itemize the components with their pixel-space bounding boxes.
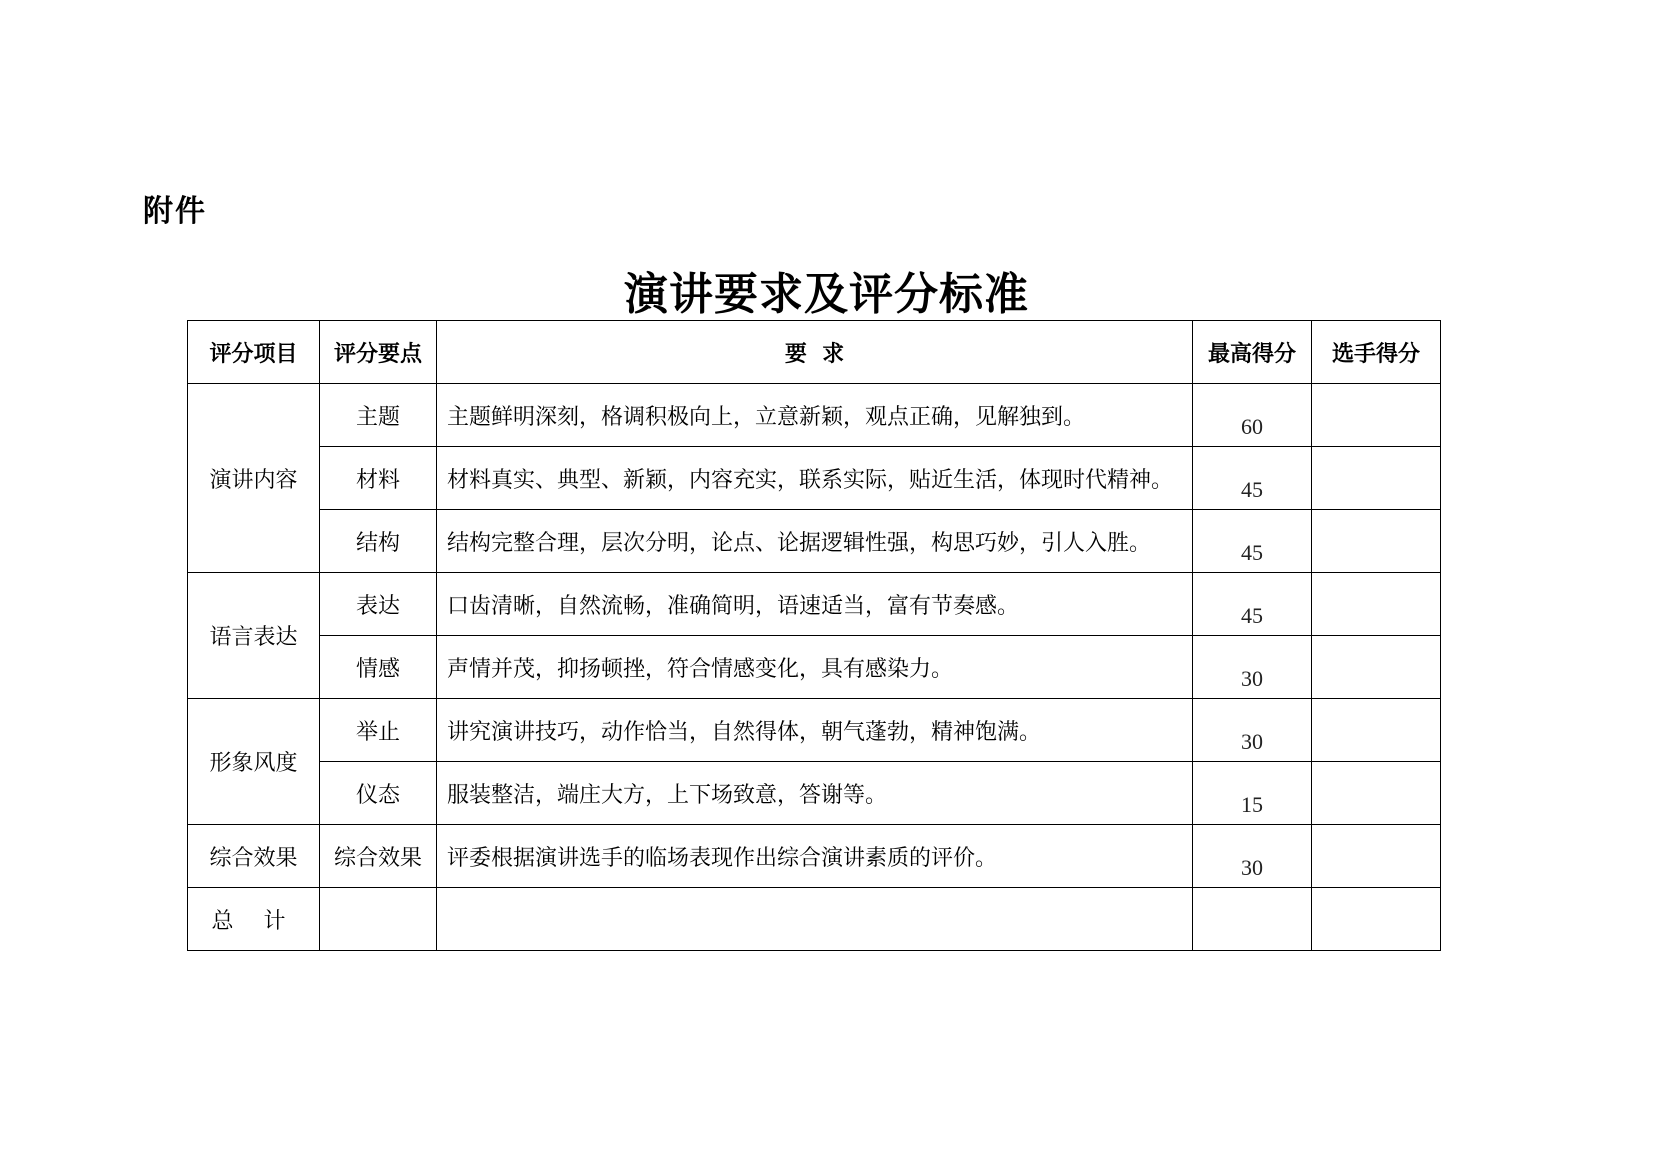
requirement-cell: 声情并茂，抑扬顿挫，符合情感变化，具有感染力。 bbox=[437, 636, 1193, 699]
total-contestant-score-cell[interactable] bbox=[1312, 888, 1441, 951]
max-score-cell bbox=[1193, 573, 1312, 636]
header-max-score: 最高得分 bbox=[1193, 321, 1312, 384]
point-cell: 结构 bbox=[320, 510, 437, 573]
max-score-value: 30 bbox=[1241, 666, 1263, 691]
max-score-value: 45 bbox=[1241, 603, 1263, 628]
max-score-value: 30 bbox=[1241, 729, 1263, 754]
group-overall: 综合效果 bbox=[188, 825, 320, 888]
max-score-value: 45 bbox=[1241, 540, 1263, 565]
contestant-score-cell[interactable] bbox=[1312, 447, 1441, 510]
contestant-score-cell[interactable] bbox=[1312, 636, 1441, 699]
contestant-score-cell[interactable] bbox=[1312, 699, 1441, 762]
scoring-table bbox=[187, 320, 1441, 951]
group-image: 形象风度 bbox=[188, 699, 320, 825]
total-label: 总计 bbox=[188, 888, 320, 951]
requirement-cell: 主题鲜明深刻，格调积极向上，立意新颖，观点正确，见解独到。 bbox=[437, 384, 1193, 447]
point-cell: 综合效果 bbox=[320, 825, 437, 888]
max-score-cell bbox=[1193, 384, 1312, 447]
table-header-row bbox=[188, 321, 1441, 384]
total-max-score-cell bbox=[1193, 888, 1312, 951]
max-score-cell bbox=[1193, 447, 1312, 510]
max-score-value: 15 bbox=[1241, 792, 1263, 817]
page-title: 演讲要求及评分标准 bbox=[624, 269, 1029, 320]
table-row bbox=[188, 699, 1441, 762]
point-cell: 举止 bbox=[320, 699, 437, 762]
point-cell: 材料 bbox=[320, 447, 437, 510]
group-language: 语言表达 bbox=[188, 573, 320, 699]
contestant-score-cell[interactable] bbox=[1312, 573, 1441, 636]
table-row bbox=[188, 636, 1441, 699]
point-cell: 情感 bbox=[320, 636, 437, 699]
max-score-cell bbox=[1193, 762, 1312, 825]
requirement-cell: 结构完整合理，层次分明，论点、论据逻辑性强，构思巧妙，引人入胜。 bbox=[437, 510, 1193, 573]
max-score-cell bbox=[1193, 510, 1312, 573]
contestant-score-cell[interactable] bbox=[1312, 510, 1441, 573]
group-content: 演讲内容 bbox=[188, 384, 320, 573]
total-row bbox=[188, 888, 1441, 951]
max-score-cell bbox=[1193, 636, 1312, 699]
header-requirement: 要 求 bbox=[437, 321, 1193, 384]
total-point-cell bbox=[320, 888, 437, 951]
requirement-cell: 讲究演讲技巧，动作恰当，自然得体，朝气蓬勃，精神饱满。 bbox=[437, 699, 1193, 762]
contestant-score-cell[interactable] bbox=[1312, 384, 1441, 447]
table-row bbox=[188, 384, 1441, 447]
max-score-value: 60 bbox=[1241, 414, 1263, 439]
point-cell: 表达 bbox=[320, 573, 437, 636]
requirement-cell: 评委根据演讲选手的临场表现作出综合演讲素质的评价。 bbox=[437, 825, 1193, 888]
requirement-cell: 口齿清晰，自然流畅，准确简明，语速适当，富有节奏感。 bbox=[437, 573, 1193, 636]
header-item: 评分项目 bbox=[188, 321, 320, 384]
max-score-cell bbox=[1193, 699, 1312, 762]
requirement-cell: 服装整洁，端庄大方，上下场致意，答谢等。 bbox=[437, 762, 1193, 825]
table-row bbox=[188, 447, 1441, 510]
contestant-score-cell[interactable] bbox=[1312, 825, 1441, 888]
table-row bbox=[188, 573, 1441, 636]
total-requirement-cell bbox=[437, 888, 1193, 951]
table-row bbox=[188, 825, 1441, 888]
point-cell: 主题 bbox=[320, 384, 437, 447]
attachment-label: 附件 bbox=[143, 194, 207, 229]
max-score-value: 30 bbox=[1241, 855, 1263, 880]
point-cell: 仪态 bbox=[320, 762, 437, 825]
max-score-value: 45 bbox=[1241, 477, 1263, 502]
contestant-score-cell[interactable] bbox=[1312, 762, 1441, 825]
header-contestant-score: 选手得分 bbox=[1312, 321, 1441, 384]
requirement-cell: 材料真实、典型、新颖，内容充实，联系实际，贴近生活，体现时代精神。 bbox=[437, 447, 1193, 510]
table-row bbox=[188, 762, 1441, 825]
table-row bbox=[188, 510, 1441, 573]
header-point: 评分要点 bbox=[320, 321, 437, 384]
max-score-cell bbox=[1193, 825, 1312, 888]
